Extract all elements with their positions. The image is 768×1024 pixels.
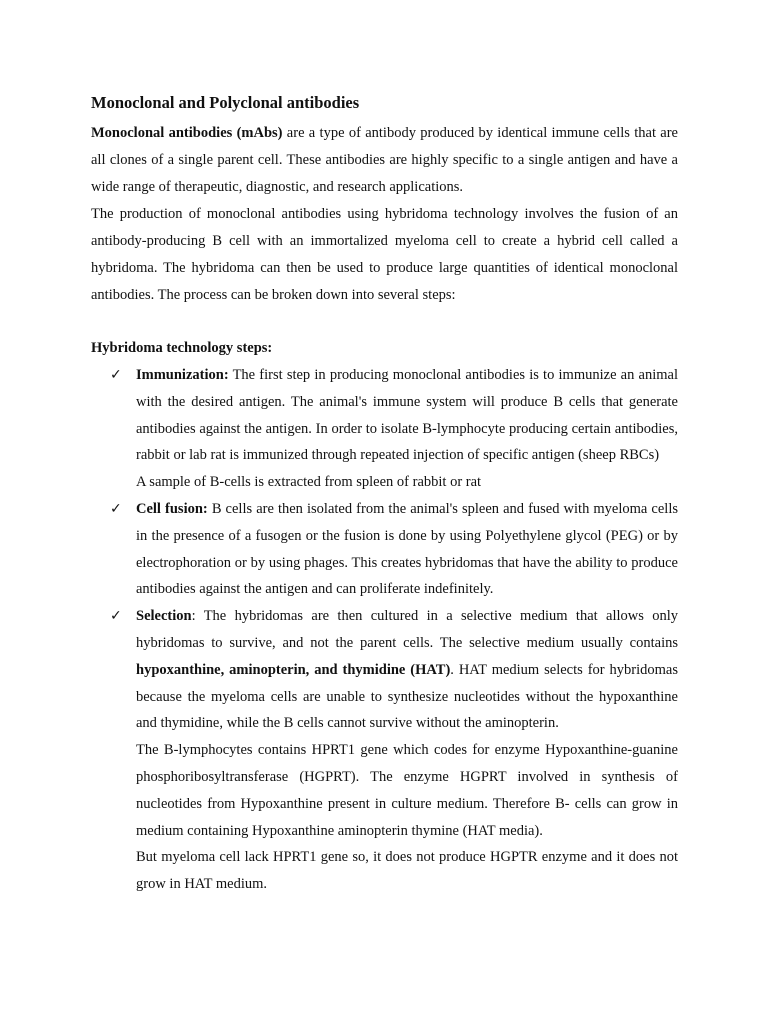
step-title: Selection <box>136 608 192 625</box>
page-title: Monoclonal and Polyclonal antibodies <box>91 93 360 112</box>
intro-paragraph-1 <box>91 120 678 201</box>
step-title: Cell fusion: <box>136 500 208 517</box>
intro-paragraph-1-text: are a type of antibody produced by identical immune cells that are all clones of a single parent cell. These antibodies are highly specific to a single antigen and have a wide range of therapeutic, diagnostic, and research applications. <box>91 125 678 195</box>
step-immunization <box>91 362 678 496</box>
step-body: : The hybridomas are then cultured in a selective medium that allows only hybridomas to survive, and not the parent cells. The selective medium usually contains <box>136 608 678 651</box>
mabs-term: Monoclonal antibodies (mAbs) <box>91 125 283 141</box>
step-immunization-text <box>136 362 678 469</box>
step-selection-text <box>136 603 678 737</box>
step-selection-extra-1: The B-lymphocytes contains HPRT1 gene which codes for enzyme Hypoxanthine-guanine phosphoribosyltransferase (HGPRT). The enzyme HGPRT involved in synthesis of nucleotides from Hypoxanthine present in culture medium. Therefore B- cells can grow in medium containing Hypoxanthine aminopterin thymine (HAT media). <box>136 742 678 839</box>
step-cell-fusion <box>91 496 678 603</box>
intro-paragraph-2: The production of monoclonal antibodies using hybridoma technology involves the fusion of an antibody-producing B cell with an immortalized myeloma cell to create a hybrid cell called a hybridoma. The hybridoma can then be used to produce large quantities of identical monoclonal antibodies. The process can be broken down into several steps: <box>91 206 678 303</box>
intro-section <box>91 120 678 309</box>
steps-heading: Hybridoma technology steps: <box>91 340 273 356</box>
step-body: B cells are then isolated from the animal's spleen and fused with myeloma cells in the presence of a fusogen or the fusion is done by using Polyethylene glycol (PEG) or by electrophoration or by using phages. This creates hybridomas that have the ability to produce antibodies against the antigen and can proliferate indefinitely. <box>136 500 678 598</box>
checkmark-icon: ✓ <box>110 367 122 383</box>
step-body: The first step in producing monoclonal antibodies is to immunize an animal with the desired antigen. The animal's immune system will produce B cells that generate antibodies against the antigen. In order to isolate B-lymphocyte producing certain antibodies, rabbit or lab rat is immunized through repeated injection of specific antigen (sheep RBCs) <box>136 367 678 464</box>
checkmark-icon: ✓ <box>110 500 122 517</box>
step-selection-extra-2: But myeloma cell lack HPRT1 gene so, it does not produce HGPTR enzyme and it does not grow in HAT medium. <box>136 849 678 893</box>
step-body-continued: . HAT medium selects for hybridomas because the myeloma cells are unable to synthesize nucleotides without the hypoxanthine and thymidine, while the B cells cannot survive without the aminopterin. <box>136 661 678 732</box>
step-cell-fusion-text <box>136 496 678 603</box>
step-immunization-extra: A sample of B-cells is extracted from spleen of rabbit or rat <box>136 474 482 491</box>
step-title: Immunization: <box>136 367 229 383</box>
step-selection <box>91 603 678 898</box>
steps-list <box>91 362 678 898</box>
checkmark-icon: ✓ <box>110 608 122 625</box>
hat-term: hypoxanthine, aminopterin, and thymidine (HAT) <box>136 661 451 678</box>
